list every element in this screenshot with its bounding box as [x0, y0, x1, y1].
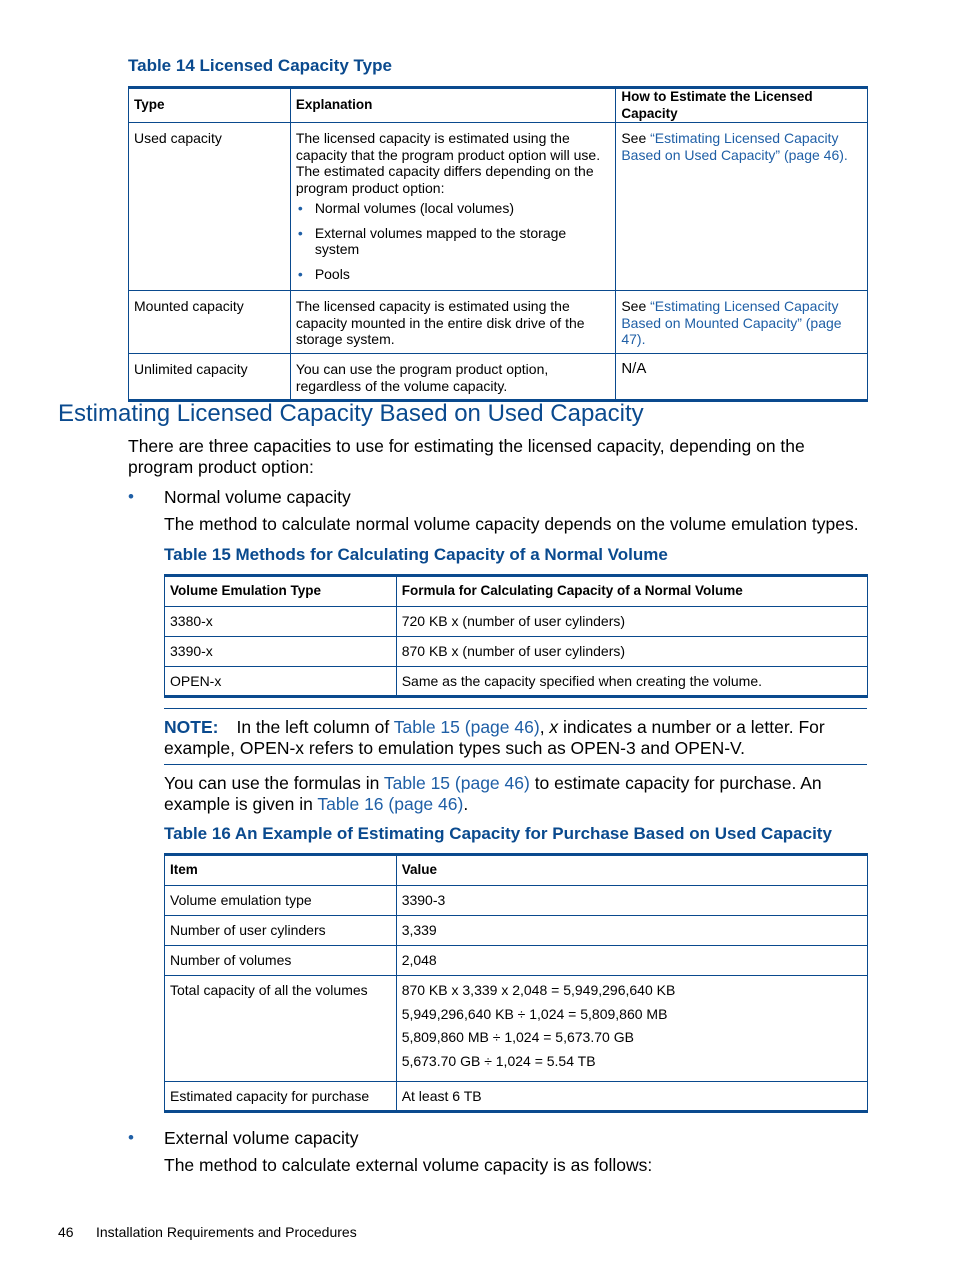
table-row: [165, 946, 868, 976]
table-cell: N/A: [616, 354, 868, 401]
table-cell: 2,048: [396, 946, 867, 976]
table-row: [165, 1082, 868, 1112]
paragraph-text: to estimate capacity for purchase. An example is given in: [164, 773, 822, 814]
bullet-icon: •: [128, 1128, 134, 1147]
note-text: indicates a number or a letter. For example, OPEN-x refers to emulation types such as OPEN-3 and OPEN-V.: [164, 717, 825, 758]
table-cell: Estimated capacity for purchase: [165, 1082, 397, 1112]
table-cell: 870 KB x (number of user cylinders): [396, 637, 867, 667]
note-text: In the left column of: [236, 717, 394, 737]
table-16: [164, 853, 868, 1113]
table-cell: At least 6 TB: [396, 1082, 867, 1112]
list-item: • External volumes mapped to the storage system: [315, 225, 611, 258]
table-row: [165, 607, 868, 637]
list-item: • Pools: [315, 266, 611, 283]
see-text: See: [621, 298, 651, 314]
table-cell: Number of user cylinders: [165, 916, 397, 946]
table-cell: You can use the program product option, regardless of the volume capacity.: [290, 354, 616, 401]
table-cell: The licensed capacity is estimated using the capacity mounted in the entire disk drive of the storage system.: [290, 291, 616, 354]
formula-paragraph: [164, 773, 868, 815]
table-row: [165, 916, 868, 946]
table-cell: Number of volumes: [165, 946, 397, 976]
table-14-caption: Table 14 Licensed Capacity Type: [128, 56, 392, 75]
table-16-caption: Table 16 An Example of Estimating Capacity for Purchase Based on Used Capacity: [164, 824, 832, 843]
table-row: [165, 886, 868, 916]
list-item: • Normal volumes (local volumes): [315, 200, 611, 217]
table-cell: 3,339: [396, 916, 867, 946]
see-suffix: .: [843, 146, 848, 163]
bullet-external-volume: External volume capacity: [164, 1128, 359, 1148]
paragraph-text: You can use the formulas in: [164, 773, 384, 793]
table-16-header-value: Value: [396, 855, 867, 886]
table-cell: Total capacity of all the volumes: [165, 976, 397, 1082]
external-volume-description: The method to calculate external volume capacity is as follows:: [164, 1155, 653, 1175]
table-14-header-estimate: How to Estimate the Licensed Capacity: [616, 88, 868, 123]
paragraph-text: .: [463, 794, 469, 814]
table-cell: [616, 291, 868, 354]
bullet-list: [296, 200, 611, 282]
note-top-rule: [164, 708, 867, 709]
note-bottom-rule: [164, 764, 867, 765]
note-variable: x: [549, 717, 559, 737]
table-row: [165, 667, 868, 697]
table-cell: Used capacity: [129, 123, 291, 291]
table-row: [129, 291, 868, 354]
cross-reference-link[interactable]: “Estimating Licensed Capacity Based on Mounted Capacity” (page 47): [621, 298, 842, 347]
table-cell: 3380-x: [165, 607, 397, 637]
table-14-header-explanation: Explanation: [290, 88, 616, 123]
cell-text: The licensed capacity is estimated using the capacity that the program product option will use. The estimated capacity differs depending on the program product option:: [295, 130, 601, 196]
cross-reference-link[interactable]: “Estimating Licensed Capacity Based on Used Capacity” (page 46): [621, 130, 844, 163]
table-row: [165, 637, 868, 667]
table-cell: 3390-x: [165, 637, 397, 667]
table-row: [129, 354, 868, 401]
bullet-normal-volume: Normal volume capacity: [164, 487, 351, 507]
table-cell: Same as the capacity specified when creating the volume.: [396, 667, 867, 697]
table-16-link[interactable]: Table 16 (page 46): [317, 794, 464, 814]
table-15-header-type: Volume Emulation Type: [165, 576, 397, 607]
see-suffix: .: [641, 331, 646, 347]
bullet-icon: •: [128, 487, 134, 506]
calculation-line: 870 KB x 3,339 x 2,048 = 5,949,296,640 KB: [401, 982, 676, 998]
table-15-link[interactable]: Table 15 (page 46): [383, 773, 530, 793]
table-cell: 720 KB x (number of user cylinders): [396, 607, 867, 637]
table-cell: 3390-3: [396, 886, 867, 916]
normal-volume-description: The method to calculate normal volume capacity depends on the volume emulation types.: [164, 514, 859, 534]
intro-paragraph: There are three capacities to use for estimating the licensed capacity, depending on the program product option:: [128, 436, 805, 477]
note-text: ,: [539, 717, 550, 737]
table-cell: [396, 976, 867, 1082]
calculation-line: 5,949,296,640 KB ÷ 1,024 = 5,809,860 MB: [401, 1005, 668, 1022]
table-16-header-item: Item: [165, 855, 397, 886]
table-14-header-type: Type: [129, 88, 291, 123]
table-15-caption: Table 15 Methods for Calculating Capacity of a Normal Volume: [164, 545, 668, 564]
table-cell: OPEN-x: [165, 667, 397, 697]
table-15-link[interactable]: Table 15 (page 46): [393, 717, 540, 737]
note-label: NOTE:: [164, 717, 219, 737]
table-cell: Unlimited capacity: [129, 354, 291, 401]
footer-title: Installation Requirements and Procedures: [96, 1224, 357, 1240]
table-cell: [616, 123, 868, 291]
page-number: 46: [58, 1224, 74, 1240]
table-14: [128, 86, 868, 402]
table-cell: Volume emulation type: [165, 886, 397, 916]
calculation-line: 5,809,860 MB ÷ 1,024 = 5,673.70 GB: [401, 1029, 634, 1045]
note-block: [164, 717, 868, 759]
section-heading: Estimating Licensed Capacity Based on Used Capacity: [58, 400, 644, 427]
table-row: [129, 123, 868, 291]
table-cell: Mounted capacity: [129, 291, 291, 354]
see-text: See: [621, 130, 651, 146]
calculation-line: 5,673.70 GB ÷ 1,024 = 5.54 TB: [401, 1052, 596, 1069]
table-15-header-formula: Formula for Calculating Capacity of a Normal Volume: [396, 576, 867, 607]
table-15: [164, 574, 868, 698]
table-row: [165, 976, 868, 1082]
table-cell: [290, 123, 616, 291]
